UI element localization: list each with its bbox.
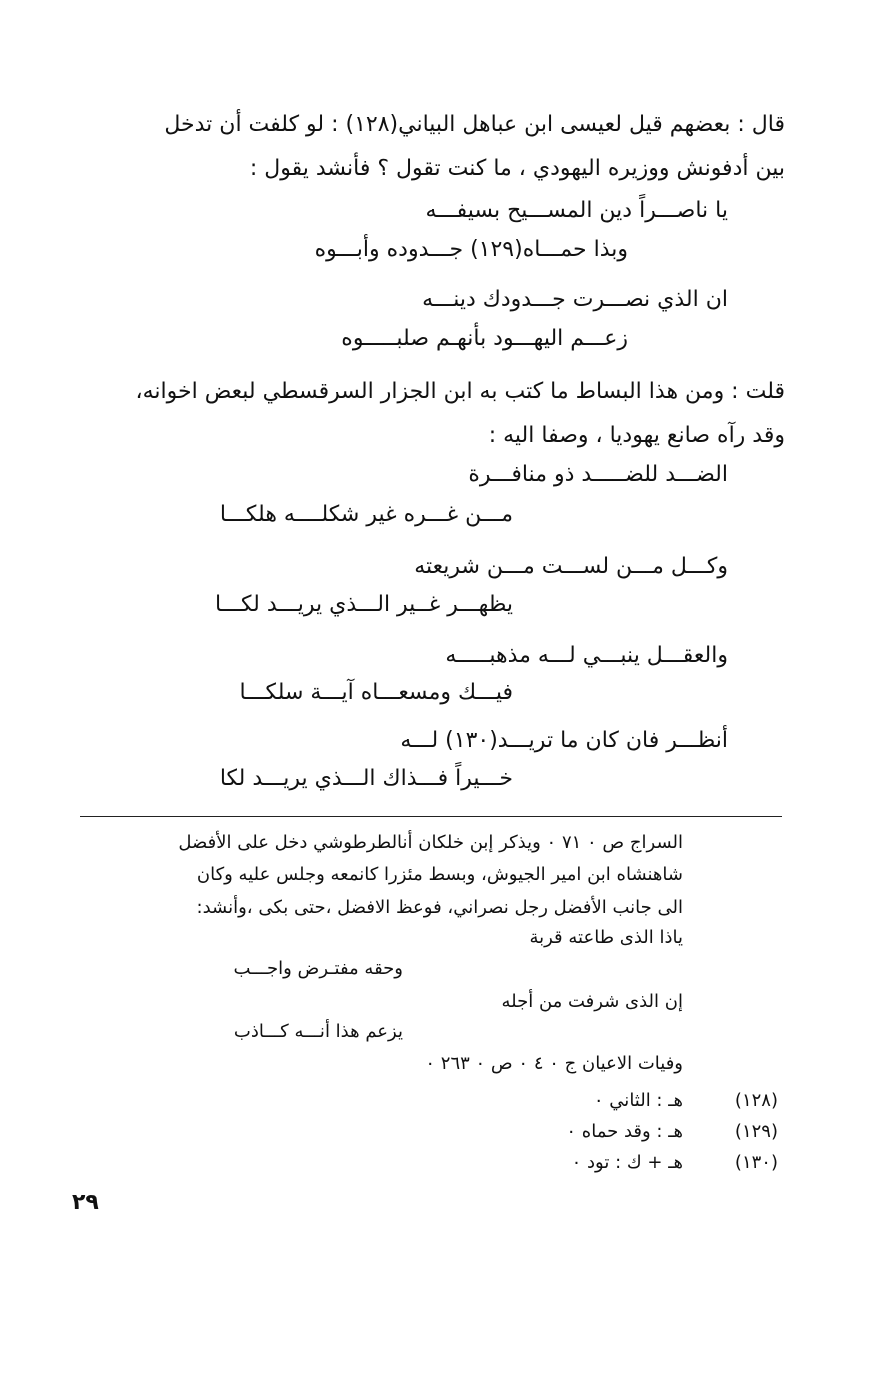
footnote-line-3: الى جانب الأفضل رجل نصراني، فوعظ الافضل ،حتى بكى ،وأنشد: xyxy=(196,897,683,918)
note-number: (١٣٠) xyxy=(734,1152,778,1173)
intro-line-1: قال : بعضهم قيل لعيسى ابن عباهل البياني(١٢٨) : لو كلفت أن تدخل xyxy=(164,112,785,137)
footnote-verse-b: إن الذى شرفت من أجله xyxy=(501,991,683,1012)
qult-line-2: وقد رآه صانع يهوديا ، وصفا اليه : xyxy=(488,423,785,448)
note-130-text: هـ + ك : تود ٠ xyxy=(571,1152,683,1173)
footnote-verse-a: وحقه مفتـرض واجـــب xyxy=(233,958,403,979)
footnote-divider xyxy=(80,816,782,817)
note-128-text: هـ : الثاني ٠ xyxy=(593,1090,683,1111)
footnote-line-1: السراج ص ٠ ٧١ ٠ ويذكر إبن خلكان أنالطرطوشي دخل على الأفضل xyxy=(178,832,683,853)
note-128-number xyxy=(735,1090,778,1111)
note-number: (١٢٨) xyxy=(734,1090,778,1111)
note-130-number xyxy=(735,1152,778,1173)
page-number: ٢٩ xyxy=(72,1190,99,1215)
note-129-text: هـ : وقد حماه ٠ xyxy=(566,1121,683,1142)
qult-paragraph xyxy=(70,370,785,458)
footnote-source: وفيات الاعيان ج ٠ ٤ ٠ ص ٠ ٢٦٣ ٠ xyxy=(425,1053,683,1074)
footnote-line-4: ياذا الذى طاعته قربة xyxy=(529,927,683,948)
poem2-verse-4-second: خـــيراً فـــذاك الـــذي يريـــد لكا xyxy=(219,766,513,791)
note-number: (١٢٩) xyxy=(734,1121,778,1142)
poem1-verse-2-second: زعـــم اليهـــود بأنهـم صلبـــــوه xyxy=(341,326,628,351)
footnote-verse-c: يزعم هذا أنـــه كـــاذب xyxy=(233,1021,403,1042)
poem2-verse-1-first: الضـــد للضـــــد ذو منافـــرة xyxy=(468,462,728,487)
footnote-line-2: شاهنشاه ابن امير الجيوش، وبسط مئزرا كانمعه وجلس عليه وكان xyxy=(196,864,683,885)
poem1-verse-1-first: يا ناصـــراً دين المســـيح بسيفـــه xyxy=(425,198,728,223)
poem2-verse-3-first: والعقـــل ينبـــي لـــه مذهبـــــه xyxy=(445,643,728,668)
poem1-verse-2-first: ان الذي نصـــرت جـــدودك دينـــه xyxy=(422,287,728,312)
poem2-verse-1-second: مـــن غـــره غير شكلــــه هلكـــا xyxy=(219,502,513,527)
note-129-number xyxy=(735,1121,778,1142)
poem2-verse-2-second: يظهـــر غــير الـــذي يريـــد لكـــا xyxy=(214,592,513,617)
intro-line-2: بين أدفونش ووزيره اليهودي ، ما كنت تقول ؟ فأنشد يقول : xyxy=(249,156,785,181)
intro-paragraph xyxy=(80,103,785,191)
poem2-verse-3-second: فيـــك ومسعـــاه آيـــة سلكـــا xyxy=(239,680,513,705)
poem1-verse-1-second: وبذا حمـــاه(١٢٩) جـــدوده وأبـــوه xyxy=(314,237,628,262)
poem2-verse-2-first: وكـــل مـــن لســـت مـــن شريعته xyxy=(414,554,728,579)
qult-line-1: قلت : ومن هذا البساط ما كتب به ابن الجزار السرقسطي لبعض اخوانه، xyxy=(135,379,785,404)
poem2-verse-4-first: أنظـــر فان كان ما تريـــد(١٣٠) لـــه xyxy=(400,728,728,753)
